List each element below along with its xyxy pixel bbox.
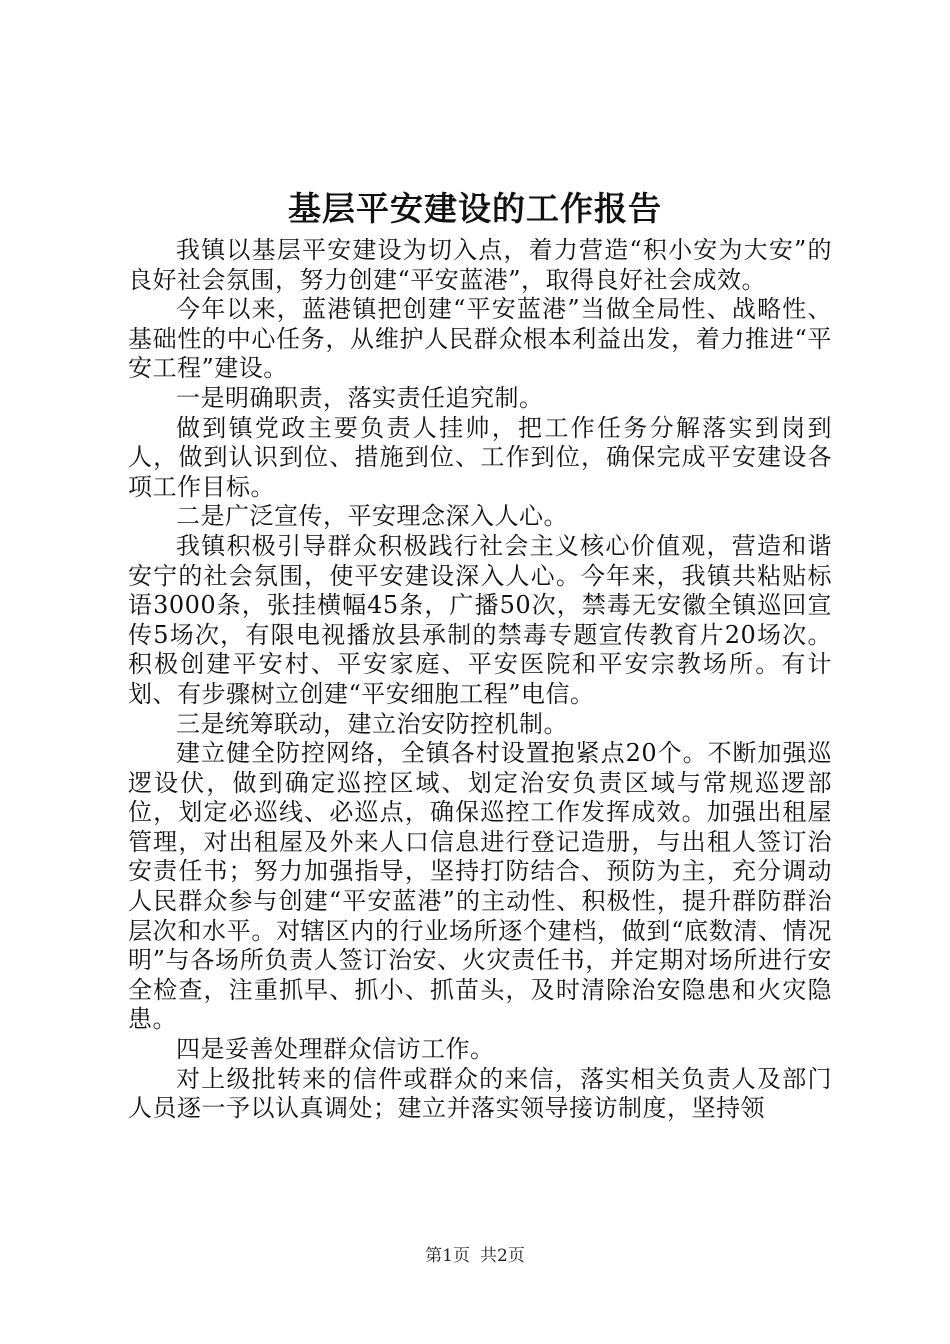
paragraph: 今年以来，蓝港镇把创建“平安蓝港”当做全局性、战略性、基础性的中心任务，从维护人民群众根本利益出发，着力推进“平安工程”建设。 bbox=[128, 295, 832, 383]
section-heading: 三是统筹联动，建立治安防控机制。 bbox=[176, 709, 568, 738]
document-body bbox=[128, 236, 832, 1124]
section-heading: 一是明确职责，落实责任追究制。 bbox=[176, 383, 544, 412]
paragraph: 做到镇党政主要负责人挂帅，把工作任务分解落实到岗到人，做到认识到位、措施到位、工作到位，确保完成平安建设各项工作目标。 bbox=[128, 413, 832, 501]
section-heading: 二是广泛宣传，平安理念深入人心。 bbox=[176, 502, 568, 531]
paragraph: 建立健全防控网络，全镇各村设置抱紧点20个。不断加强巡逻设伏，做到确定巡控区域、划定治安负责区域与常规巡逻部位，划定必巡线、必巡点，确保巡控工作发挥成效。加强出租屋管理，对出租屋及外来人口信息进行登记造册，与出租人签订治安责任书；努力加强指导，坚持打防结合、预防为主，充分调动人民群众参与创建“平安蓝港”的主动性、积极性，提升群防群治层次和水平。对辖区内的行业场所逐个建档，做到“底数清、情况明”与各场所负责人签订治安、火灾责任书，并定期对场所进行安全检查，注重抓早、抓小、抓苗头，及时清除治安隐患和火灾隐患。 bbox=[128, 739, 832, 1034]
paragraph: 我镇以基层平安建设为切入点，着力营造“积小安为大安”的良好社会氛围，努力创建“平安蓝港”，取得良好社会成效。 bbox=[128, 236, 832, 294]
paragraph: 我镇积极引导群众积极践行社会主义核心价值观，营造和谐安宁的社会氛围，使平安建设深入人心。今年来，我镇共粘贴标语3000条，张挂横幅45条，广播50次，禁毒无安徽全镇巡回宣传5场次，有限电视播放县承制的禁毒专题宣传教育片20场次。积极创建平安村、平安家庭、平安医院和平安宗教场所。有计划、有步骤树立创建“平安细胞工程”电信。 bbox=[128, 531, 832, 708]
page-number-total: 共2页 bbox=[480, 1246, 525, 1266]
page-number-current: 第1页 bbox=[425, 1246, 470, 1266]
paragraph: 对上级批转来的信件或群众的来信，落实相关负责人及部门人员逐一予以认真调处；建立并落实领导接访制度，坚持领 bbox=[128, 1064, 832, 1123]
page-footer bbox=[0, 1244, 950, 1268]
section-heading: 四是妥善处理群众信访工作。 bbox=[176, 1035, 495, 1064]
document-title: 基层平安建设的工作报告 bbox=[288, 189, 662, 228]
